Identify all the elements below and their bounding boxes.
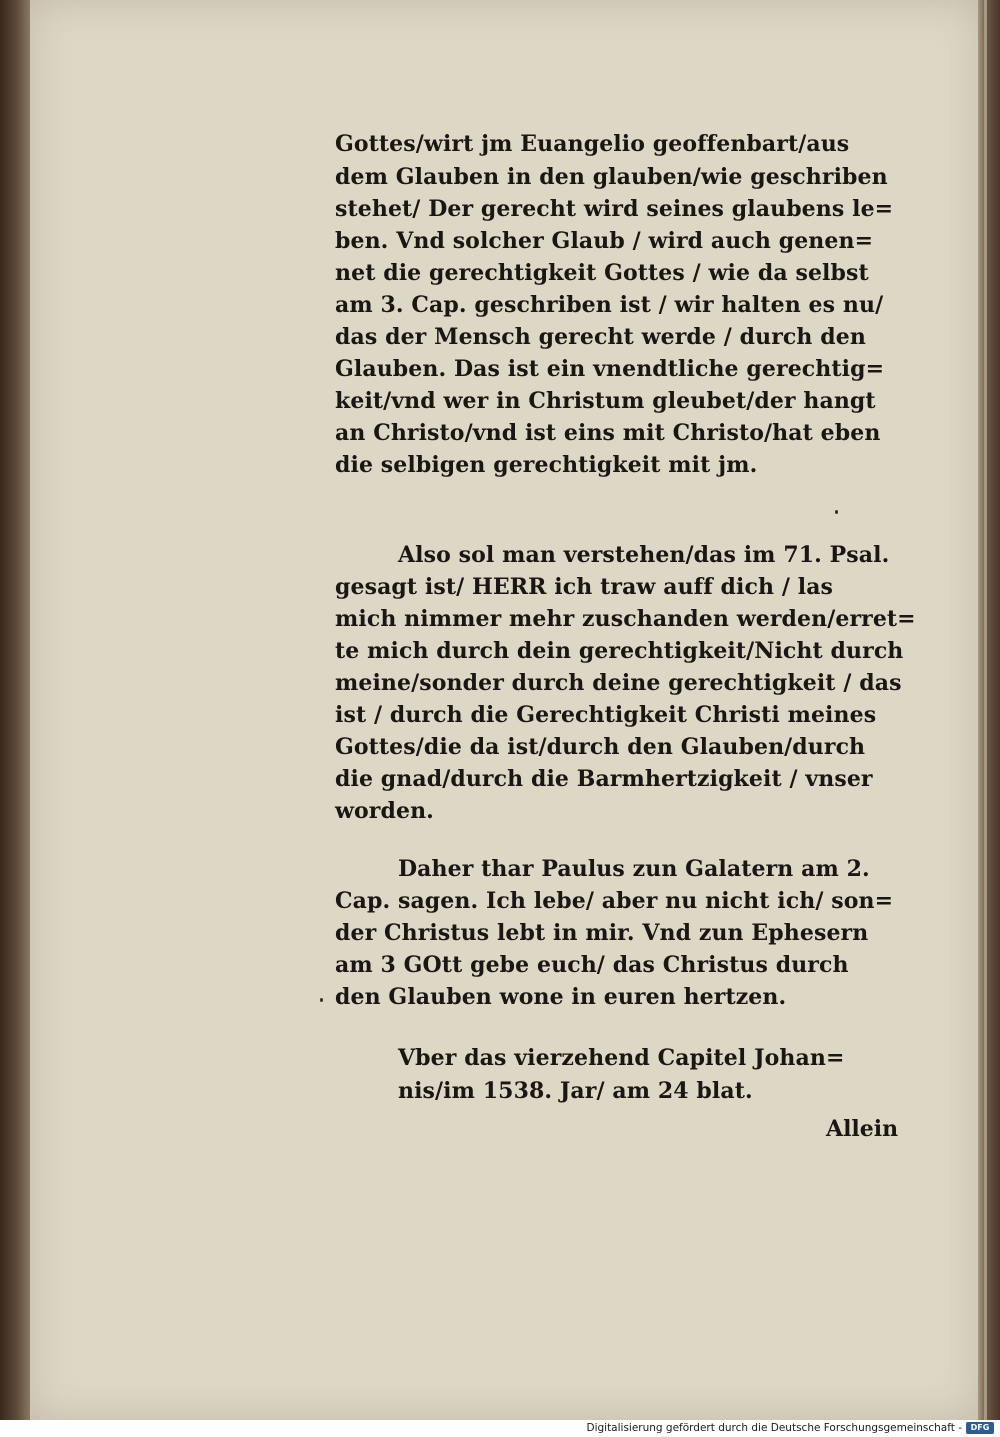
text-line: Daher thar Paulus zun Galatern am 2. — [398, 856, 870, 882]
text-line: Also sol man verstehen/das im 71. Psal. — [398, 542, 890, 568]
text-line: die selbigen gerechtigkeit mit jm. — [335, 452, 758, 478]
text-line: Gottes/wirt jm Euangelio geoffenbart/aus — [335, 131, 850, 157]
text-line: gesagt ist/ HERR ich traw auff dich / las — [335, 574, 834, 600]
text-line: dem Glauben in den glauben/wie geschriben — [335, 164, 888, 190]
text-line: am 3. Cap. geschriben ist / wir halten es nu/ — [335, 292, 884, 318]
page-edge — [978, 0, 1000, 1420]
text-line: keit/vnd wer in Christum gleubet/der hangt — [335, 388, 876, 414]
dfg-logo: DFG — [966, 1422, 994, 1434]
text-line: worden. — [335, 798, 434, 824]
text-line: den Glauben wone in euren hertzen. — [335, 984, 787, 1010]
text-line: net die gerechtigkeit Gottes / wie da selbst — [335, 260, 869, 286]
text-line: mich nimmer mehr zuschanden werden/erret= — [335, 606, 916, 632]
reference-line: nis/im 1538. Jar/ am 24 blat. — [398, 1078, 753, 1104]
text-line: das der Mensch gerecht werde / durch den — [335, 324, 866, 350]
text-line: am 3 GOtt gebe euch/ das Christus durch — [335, 952, 849, 978]
reference-line: Vber das vierzehend Capitel Johan= — [398, 1045, 845, 1071]
footer-bar — [0, 1420, 1000, 1437]
text-line: te mich durch dein gerechtigkeit/Nicht durch — [335, 638, 904, 664]
text-line: meine/sonder durch deine gerechtigkeit / das — [335, 670, 902, 696]
text-line: die gnad/durch die Barmhertzigkeit / vnser — [335, 766, 873, 792]
text-line: an Christo/vnd ist eins mit Christo/hat eben — [335, 420, 881, 446]
text-line: stehet/ Der gerecht wird seines glaubens le= — [335, 196, 894, 222]
text-line: Gottes/die da ist/durch den Glauben/durch — [335, 734, 866, 760]
ink-speck — [320, 998, 323, 1002]
funding-credit: Digitalisierung gefördert durch die Deutsche Forschungsgemeinschaft - — [586, 1422, 962, 1434]
text-line: ist / durch die Gerechtigkeit Christi meines — [335, 702, 877, 728]
text-line: ben. Vnd solcher Glaub / wird auch genen= — [335, 228, 874, 254]
text-line: Glauben. Das ist ein vnendtliche gerechtig= — [335, 356, 885, 382]
ink-speck — [835, 510, 838, 514]
catchword: Allein — [826, 1116, 899, 1142]
text-line: der Christus lebt in mir. Vnd zun Ephesern — [335, 920, 869, 946]
text-line: Cap. sagen. Ich lebe/ aber nu nicht ich/ son= — [335, 888, 894, 914]
